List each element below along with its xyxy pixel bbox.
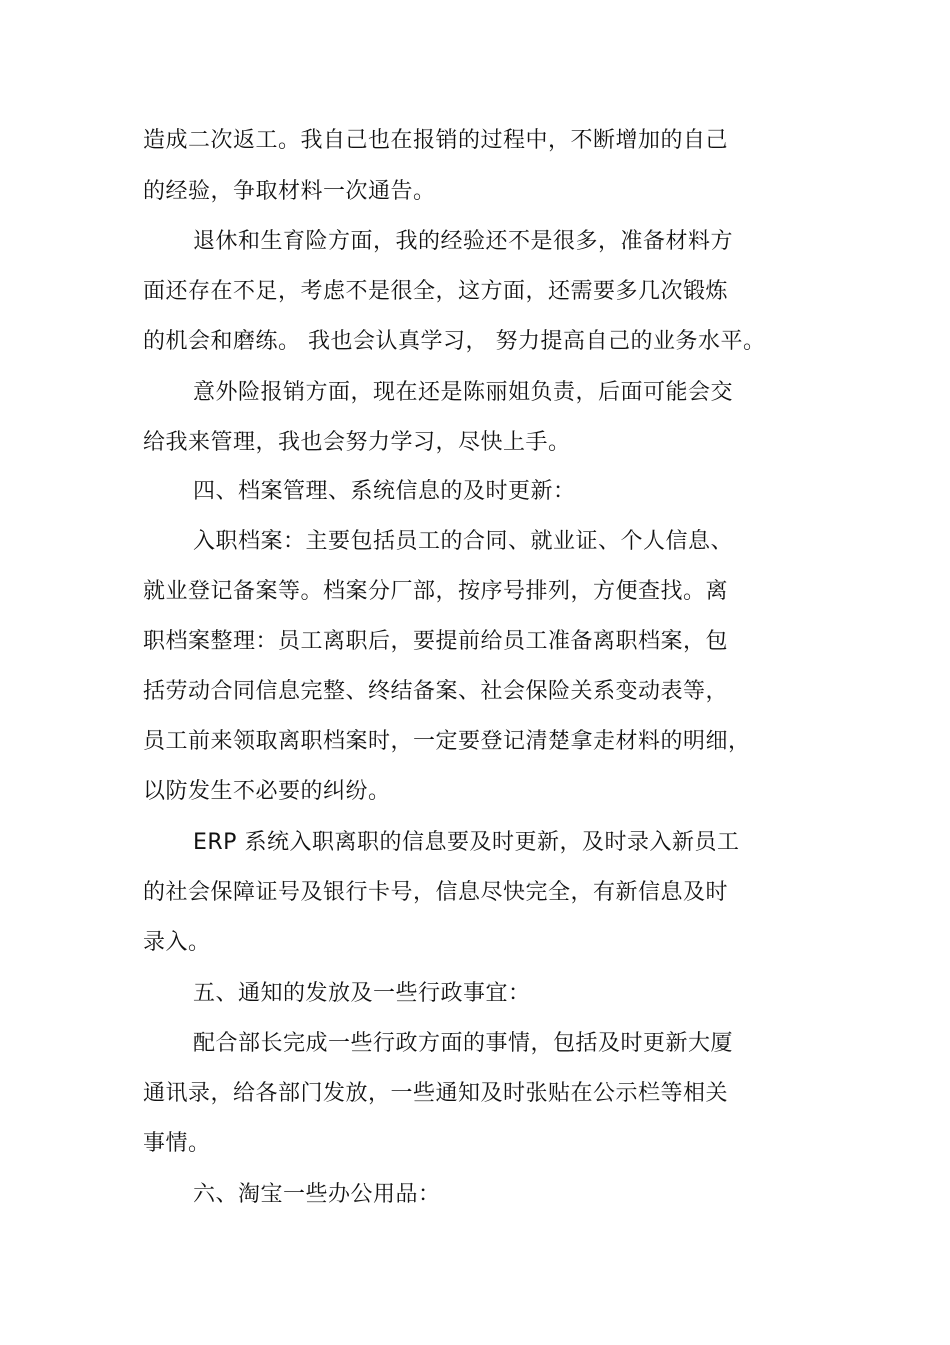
text-line: 面还存在不足，考虑不是很全，这方面，还需要多几次锻炼 (143, 279, 729, 304)
section-heading: 四、档案管理、系统信息的及时更新： (193, 479, 576, 504)
text-line: 的经验，争取材料一次通告。 (143, 179, 436, 204)
text-line: 给我来管理，我也会努力学习，尽快上手。 (143, 430, 571, 455)
paragraph-start-line: ERP 系统入职离职的信息要及时更新，及时录入新员工 (193, 830, 740, 855)
text-line: 事情。 (143, 1131, 211, 1156)
text-line: 以防发生不必要的纠纷。 (143, 779, 391, 804)
text-line: 的机会和磨练。 我也会认真学习， 努力提高自己的业务水平。 (143, 329, 766, 354)
text-line: 造成二次返工。我自己也在报销的过程中，不断增加的自己 (143, 128, 729, 153)
text-line: 就业登记备案等。档案分厂部，按序号排列，方便查找。离 (143, 579, 729, 604)
section-heading: 六、淘宝一些办公用品： (193, 1182, 441, 1207)
text-line: 括劳动合同信息完整、终结备案、社会保险关系变动表等， (143, 679, 729, 704)
paragraph-start-line: 退休和生育险方面，我的经验还不是很多，准备材料方 (193, 229, 734, 254)
paragraph-start-line: 配合部长完成一些行政方面的事情，包括及时更新大厦 (193, 1031, 734, 1056)
text-line: 录入。 (143, 930, 211, 955)
paragraph-start-line: 入职档案：主要包括员工的合同、就业证、个人信息、 (193, 529, 734, 554)
text-line: 职档案整理：员工离职后，要提前给员工准备离职档案，包 (143, 629, 729, 654)
text-line: 的社会保障证号及银行卡号，信息尽快完全，有新信息及时 (143, 880, 729, 905)
section-heading: 五、通知的发放及一些行政事宜： (193, 981, 531, 1006)
text-line: 通讯录，给各部门发放，一些通知及时张贴在公示栏等相关 (143, 1081, 729, 1106)
paragraph-start-line: 意外险报销方面，现在还是陈丽姐负责，后面可能会交 (193, 380, 734, 405)
text-line: 员工前来领取离职档案时，一定要登记清楚拿走材料的明细， (143, 729, 751, 754)
